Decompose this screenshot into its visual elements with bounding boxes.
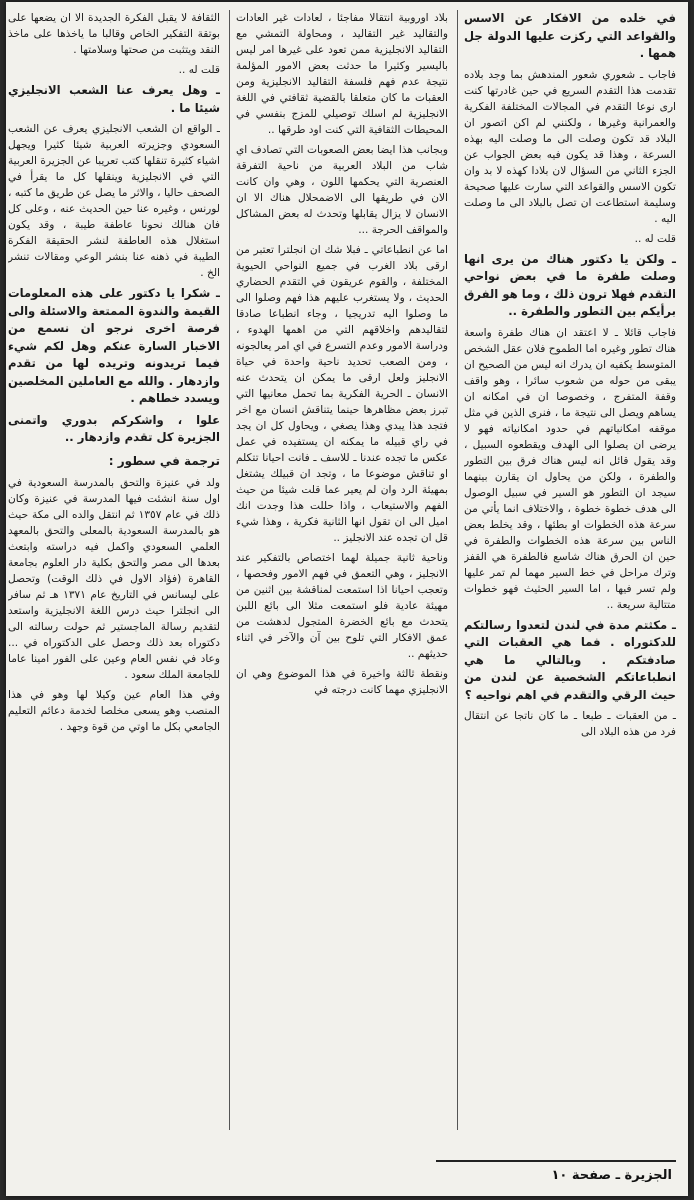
answer-paragraph: الثقافة لا يقبل الفكرة الجديدة الا ان يضعها على بوتقة التفكير الخاص وقالبا ما ياخذها على ماخذ النقد ويتثبت من صحتها وسلامتها .	[8, 12, 220, 56]
column-divider	[457, 10, 458, 1130]
biography-paragraph: ولد في عنيزة والتحق بالمدرسة السعودية في اول سنة انشئت فيها المدرسة في عنيزة وكان ذلك في عام ١٣٥٧ ثم انتقل والده الى مكة حيث هو بالمدرسة السعودية بالمعلى والتحق بالمعهد العلمي السعودي واكمل فيه دراسته وابتعث بعدها الى مصر والتحق بكلية دار العلوم بجامعة القاهرة (فؤاد الاول في ذلك الوقت) وتحصل على ليسانس في التاريخ عام ١٣٧١ هـ ثم سافر الى انجلترا حيث درس اللغة الانجليزية واستعد لتقديم رسالة الماجستير ثم حولت رسالته الى دكتوراه بعد ذلك وحصل على الدكتوراه في ... وعاد في نفس العام وعين على الفور امينا عاما للجامعة الملك سعود .	[8, 476, 220, 681]
biography-heading: ترجمة في سطور :	[108, 453, 220, 468]
question-4: ـ وهل يعرف عنا الشعب الانجليزي شيئا ما .	[8, 83, 220, 115]
article-column-right	[464, 10, 676, 1130]
article-column-middle	[236, 10, 448, 1130]
interviewer-line: قلت له ..	[178, 64, 220, 76]
answer-paragraph: وناحية ثانية جميلة لهما اختصاص بالتفكير عند الانجليز ، وهي التعمق في فهم الامور وفحصها ، وتعجب احيانا اذا استمعت لمناقشة بين اثنين من مهيئة عادية فلو استمعت مثلا الى بائع اللبن يتحدث مع بائع الخضرة المتجول لدهشت من عمق الافكار التي تلوح بين آن والآخر في اثناء حديثهم ..	[236, 552, 448, 660]
answer-paragraph: وبجانب هذا ايضا بعض الصعوبات التي تصادف اي شاب من البلاد العربية من ناحية التفرقة العنصرية التي يحكمها اللون ، وهي وان كانت الان في طريقها الى الاضمحلال هناك الا ان الانسان لا يزال يقابلها وتحدث له بعض المشاكل والمواقف الحرجة ...	[236, 144, 448, 236]
article-column-left	[8, 10, 220, 1130]
answer-paragraph: بلاد اوروبية انتقالا مفاجئا ، لعادات غير العادات والتقاليد غير التقاليد ، ومحاولة التمشي مع التقاليد الانجليزية ممن تعود على غيرها امر ليس باليسير وكثيرا ما حدثت بعض الامور المؤلمة نتيجة عدم فهم فلسفة التقاليد الانجليزية ومن العقبات ما كان متعلقا بالقضية ثقافتي في اللغة الانجليزية لم اسلك توصيلي للمزج بنفسي في المحيطات الثقافية التي كنت اود طرقها ..	[236, 12, 448, 136]
answer-paragraph: ـ الواقع ان الشعب الانجليزي يعرف عن الشعب السعودي وجزيرته العربية شيئا كثيرا ويجهل اشياء كثيرة تنقلها كتب تعريبا عن الجزيرة العربية التي في الانجليزية وينقلها كل ما يقرأ في الصحف حاليا ، والاثر ما يصل عن طريق ما كتبه ، لورنس ، وغيره عنا حين الحديث عنه ، وعلى كل فان هنالك نحونا عاطفة طيبة ، وقد يكون استغلال هذه العاطفة لنشر الحقيقة الفكرة الطيبة في ذهنه عنا بنشر الوعي ومقالات تنشر الخ .	[8, 123, 220, 279]
answer-paragraph: ـ من العقبات ـ طبعا ـ ما كان ناتجا عن انتقال فرد من هذه البلاد الى	[464, 710, 676, 738]
answer-paragraph: فاجاب ـ شعوري شعور المندهش بما وجد بلاده تقدمت هذا التقدم السريع في حين غادرتها كنت ارى نوعا التقدم في المجالات المختلفة الفكرية والعمرانية وغيرها ، ولكنني لم اكن اتصور ان البلاد قد تكون وصلت الى ما وصلت اليه بهذه السرعة ، وهذا قد يكون فيه بعض الجواب عن الجزء الثاني من السؤال لان بلادا كهذه لا بد وان تكون الاسس والقواعد التي سارت عليها صحيحة وسليمة استطاعت ان تصل بالبلاد الى ما وصلت اليه .	[464, 68, 676, 225]
answer-paragraph: فاجاب قائلا ـ لا اعتقد ان هناك طفرة واسعة هناك تطور وغيره اما الطموح فلان عقل الشخص المتوسط يكفيه ان يدرك انه ليس من الصحيح ان يبقى من حوله من شعوب سائرا ، وهو واقف وقفة المتفرج ، وخصوصا ان في امكانه ان يساهم ويصل الى نتيجة ما ، فنرى الذين في مثل موقفه امكانياتهم في حدود امكانياته فهو لا يرضى ان يصلوا الى الهدف ويقطعوه السبيل ، وقد يقول قائل انه ليس هناك فرق بين التطور والطفرة ، ولكن من يحاول ان يقارن بينهما سيجد ان التطور هو السير في سبيل الوصول الى هدف خطوة خطوة ، والاختلاف انما يأتي من سرعة هذه الخطوات او بطئها ، وقد يخلط بعض الناس بين سرعة هذه الخطوات والطفرة في حين ان الحرق هناك شاسع فالطفرة هي القفز وترك مراحل في خط السير مهما لم تمر عليها ولم تسر فيها ، اما السير الحثيث فهو خطوات متتالية سريعة ..	[464, 326, 676, 611]
question-1: في خلده من الافكار عن الاسس والقواعد التي ركزت عليها الدولة جل همها .	[464, 11, 676, 60]
newspaper-page	[6, 2, 688, 1196]
closing-thanks: ـ شكرا يا دكتور على هذه المعلومات القيمة والندوة الممتعة والاسئلة والى فرصة اخرى نرجو ان نسمع من الاخبار السارة عنكم وهل لكم شيء فيما تريدونه وتريده لها من تقدم وازدهار . والله مع العاملين المخلصين ويسدد خطاهم .	[8, 286, 220, 405]
question-3: ـ مكثتم مدة في لندن لتعدوا رسالتكم للدكتوراه . فما هي العقبات التي صادفتكم . وبالتالي ما هي انطباعاتكم الشخصية عن لندن من حيث الرقي والتقدم في اهم نواحيه ؟	[464, 617, 676, 702]
answer-paragraph: ونقطة ثالثة واخيرة في هذا الموضوع وهي ان الانجليزي مهما كانت درجته في	[236, 668, 448, 696]
question-2: ـ ولكن يا دكتور هناك من يرى انها وصلت طفرة ما في بعض نواحي التقدم فهلا ترون ذلك ، وما هو الفرق برأيكم بين التطور والطفرة ..	[464, 251, 676, 318]
answer-paragraph: اما عن انطباعاتي ـ فبلا شك ان انجلترا تعتبر من ارقى بلاد الغرب في جميع النواحي الحيوية المختلفة ، والقوم عريقون في التقدم الحضاري الحديث ، ولا يستغرب عليهم هذا فهم وصلوا الى ما وصلوا اليه تدريجيا ، وجاء انطباعا صادقا لتقاليدهم واخلاقهم التي من اهمها الهدوء ، ودراسة الامور وعدم التسرع في اي امر يعالجونه ، ومن الصعب تحديد ناحية واحدة في حياة الانجليز ولعل ارقى ما يمكن ان يتحدث عنه الانسان ـ الحرية الفكرية بما تحمل معانيها التي تبرز بعض مظاهرها حينما يتناقش انسان مع اخر فتجد هذا يبدي وهذا يصغي ، ويحاول كل ان يجد في راي قبيله ما يمكنه ان يستفيده في عمل عكس ما تجده عندنا ـ للاسف ـ فانت احيانا تتكلم او تناقش موضوعا ما ، وتجد ان قبيلك يشتغل بمهيئة الرد وان لم يعير عما قلت شيئا من حيث الفهم والاستيعاب ، واذا حللت هذا وجدت انك اميل الى ان تقول انها الثانية فكرية ، وهذا شيء قل ان تجده عند الانجليز ..	[236, 244, 448, 544]
biography-paragraph: وفي هذا العام عين وكيلا لها وهو في هذا المنصب وهو يسعى مخلصا لخدمة دعائم التعليم الجامعي بكل ما اوتي من قوة وجهد .	[8, 688, 220, 733]
column-divider	[229, 10, 230, 1130]
closing-reply: علوا ، واشكركم بدوري واتمنى الجزيرة كل تقدم وازدهار ..	[8, 412, 220, 444]
page-footer: الجزيرة ـ صفحة ١٠	[551, 1168, 672, 1183]
footer-rule	[436, 1160, 676, 1162]
interviewer-line: قلت له ..	[634, 232, 676, 245]
